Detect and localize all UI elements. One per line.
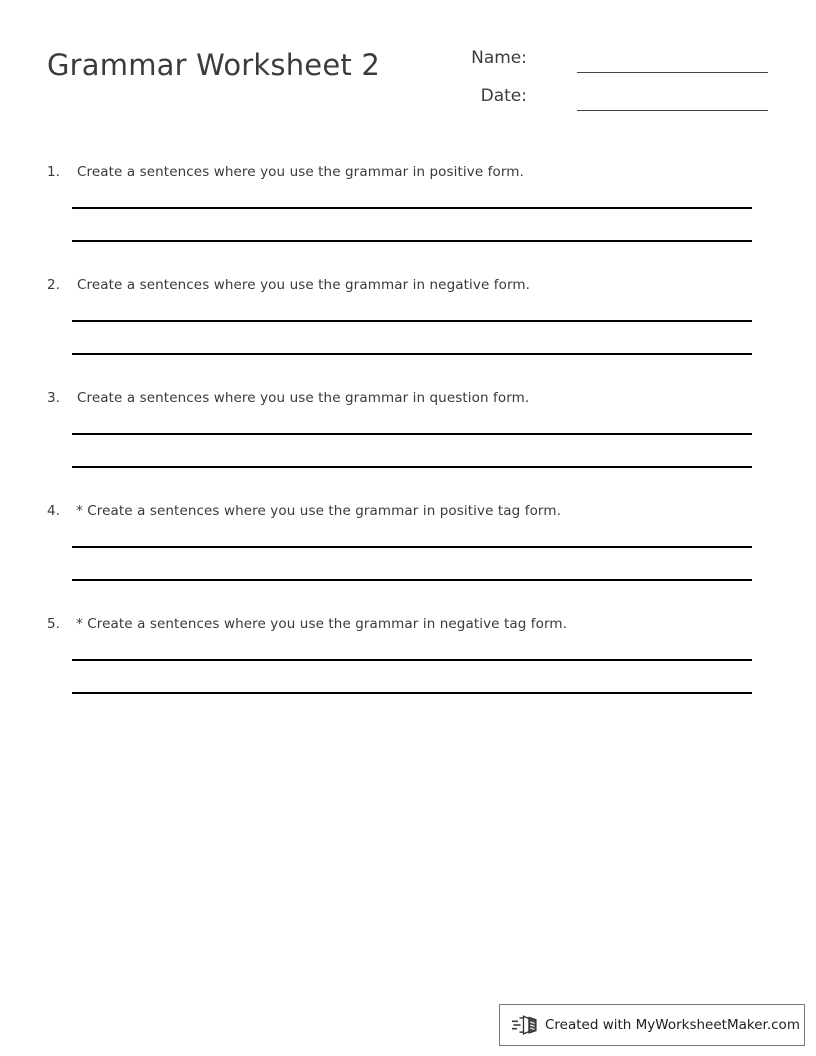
answer-line[interactable] xyxy=(72,692,752,694)
student-info-fields xyxy=(430,44,770,120)
question-text: * Create a sentences where you use the grammar in negative tag form. xyxy=(76,616,568,632)
answer-line[interactable] xyxy=(72,466,752,468)
name-field-input-line[interactable] xyxy=(577,72,768,73)
question-text: Create a sentences where you use the grammar in question form. xyxy=(77,390,530,406)
answer-line[interactable] xyxy=(72,659,752,661)
answer-line[interactable] xyxy=(72,433,752,435)
answer-line[interactable] xyxy=(72,579,752,581)
question-item xyxy=(0,612,816,725)
question-number: 1. xyxy=(47,164,60,180)
answer-line[interactable] xyxy=(72,320,752,322)
name-field-label: Name: xyxy=(471,48,527,68)
question-item xyxy=(0,499,816,612)
question-item xyxy=(0,160,816,273)
worksheet-maker-logo-icon xyxy=(512,1014,538,1036)
question-number: 5. xyxy=(47,616,60,632)
answer-line[interactable] xyxy=(72,207,752,209)
question-text: Create a sentences where you use the grammar in positive form. xyxy=(77,164,524,180)
date-field-label: Date: xyxy=(480,86,527,106)
question-item xyxy=(0,386,816,499)
question-number: 4. xyxy=(47,503,60,519)
question-number: 2. xyxy=(47,277,60,293)
question-item xyxy=(0,273,816,386)
date-field-row xyxy=(430,82,770,120)
question-text: * Create a sentences where you use the grammar in positive tag form. xyxy=(76,503,561,519)
question-number: 3. xyxy=(47,390,60,406)
answer-line[interactable] xyxy=(72,353,752,355)
name-field-row xyxy=(430,44,770,82)
answer-line[interactable] xyxy=(72,546,752,548)
worksheet-header xyxy=(0,0,816,130)
page-title: Grammar Worksheet 2 xyxy=(47,48,381,82)
question-text: Create a sentences where you use the grammar in negative form. xyxy=(77,277,531,293)
date-field-input-line[interactable] xyxy=(577,110,768,111)
worksheet-maker-badge[interactable] xyxy=(499,1004,805,1046)
answer-line[interactable] xyxy=(72,240,752,242)
question-list xyxy=(0,160,816,725)
worksheet-maker-badge-text: Created with MyWorksheetMaker.com xyxy=(545,1017,800,1033)
